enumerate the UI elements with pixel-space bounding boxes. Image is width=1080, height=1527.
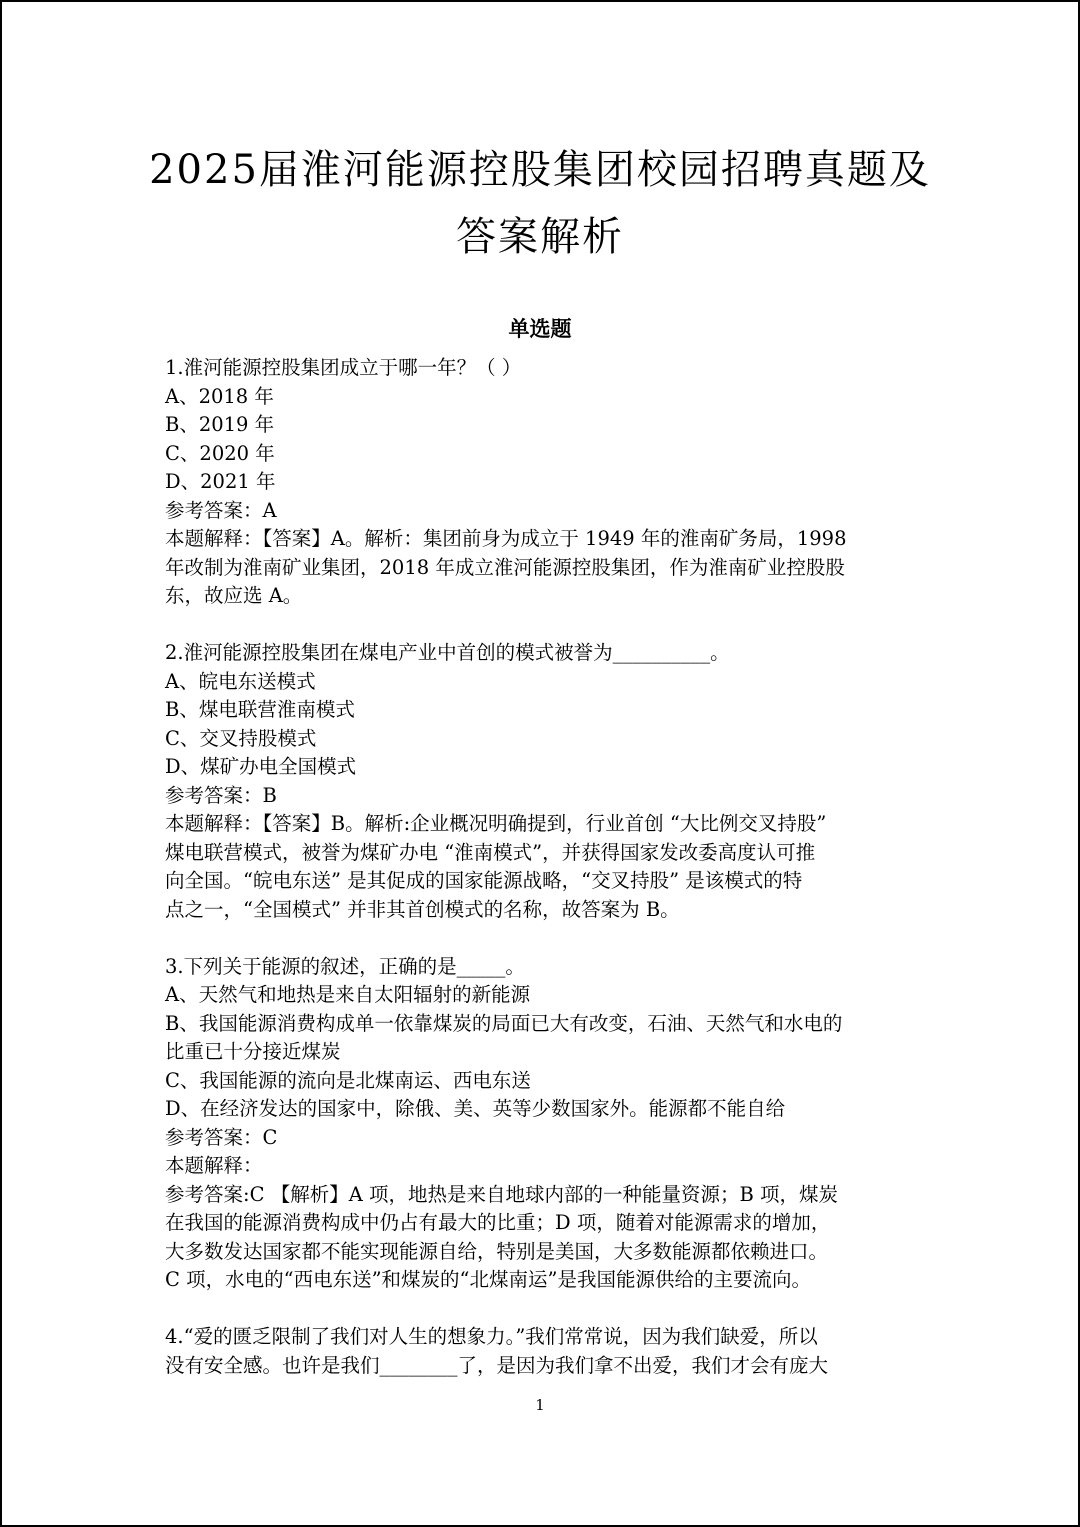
question-list [165,354,925,1380]
document-title-line2: 答案解析 [456,214,624,260]
question-spacer [165,1295,925,1324]
answer-explanation: 本题解释：【答案】A。解析：集团前身为成立于 1949 年的淮南矿务局，1998 [165,527,847,550]
section-heading: 单选题 [508,316,572,341]
answer-explanation: 向全国。“皖电东送” 是其促成的国家能源战略，“交叉持股” 是该模式的特 [165,869,803,892]
answer-option: D、煤矿办电全国模式 [165,755,357,778]
answer-option: C、2020 年 [165,441,275,465]
answer-option: C、交叉持股模式 [165,726,317,750]
answer-explanation: 年改制为淮南矿业集团，2018 年成立淮河能源控股集团，作为淮南矿业控股股 [165,555,845,579]
question-stem: 3.下列关于能源的叙述，正确的是_____。 [165,954,525,978]
question-spacer [165,611,925,640]
question-spacer [165,924,925,953]
answer-explanation: 本题解释： [165,1154,263,1177]
answer-explanation: 参考答案:C 【解析】A 项，地热是来自地球内部的一种能量资源；B 项，煤炭 [165,1182,838,1206]
reference-answer: 参考答案：C [165,1125,278,1149]
answer-option: A、天然气和地热是来自太阳辐射的新能源 [165,983,531,1006]
answer-option: B、我国能源消费构成单一依靠煤炭的局面已大有改变，石油、天然气和水电的 [165,1011,843,1035]
answer-explanation: 在我国的能源消费构成中仍占有最大的比重；D 项，随着对能源需求的增加， [165,1211,831,1234]
question-1 [165,354,925,611]
document-title-line1: 2025届淮河能源控股集团校园招聘真题及 [149,147,931,193]
answer-option: D、在经济发达的国家中，除俄、美、英等少数国家外。能源都不能自给 [165,1097,786,1120]
question-stem: 2.淮河能源控股集团在煤电产业中首创的模式被誉为__________。 [165,641,730,664]
answer-option: B、2019 年 [165,413,275,436]
answer-explanation: 本题解释：【答案】B。解析:企业概况明确提到，行业首创 “大比例交叉持股” [165,812,827,835]
answer-option: A、2018 年 [165,384,274,408]
answer-option: C、我国能源的流向是北煤南运、西电东送 [165,1068,531,1092]
question-4 [165,1323,925,1380]
question-stem: 1.淮河能源控股集团成立于哪一年？（ ） [165,356,522,379]
answer-explanation: 点之一，“全国模式” 并非其首创模式的名称，故答案为 B。 [165,897,680,921]
reference-answer: 参考答案：A [165,498,277,522]
answer-option: D、2021 年 [165,470,276,493]
question-3 [165,953,925,1295]
question-stem: 没有安全感。也许是我们________了，是因为我们拿不出爱，我们才会有庞大 [165,1353,829,1377]
answer-option: A、皖电东送模式 [165,669,316,693]
answer-option: 比重已十分接近煤炭 [165,1040,341,1063]
answer-explanation: 东，故应选 A。 [165,584,303,607]
answer-option: B、煤电联营淮南模式 [165,698,355,721]
question-2 [165,639,925,924]
question-stem: 4.“爱的匮乏限制了我们对人生的想象力。”我们常常说，因为我们缺爱，所以 [165,1325,818,1348]
page-number: 1 [535,1396,545,1414]
answer-explanation: 煤电联营模式，被誉为煤矿办电 “淮南模式”，并获得国家发改委高度认可推 [165,840,816,864]
reference-answer: 参考答案：B [165,783,277,807]
answer-explanation: 大多数发达国家都不能实现能源自给，特别是美国，大多数能源都依赖进口。 [165,1239,829,1263]
answer-explanation: C 项，水电的“西电东送”和煤炭的“北煤南运”是我国能源供给的主要流向。 [165,1268,811,1291]
